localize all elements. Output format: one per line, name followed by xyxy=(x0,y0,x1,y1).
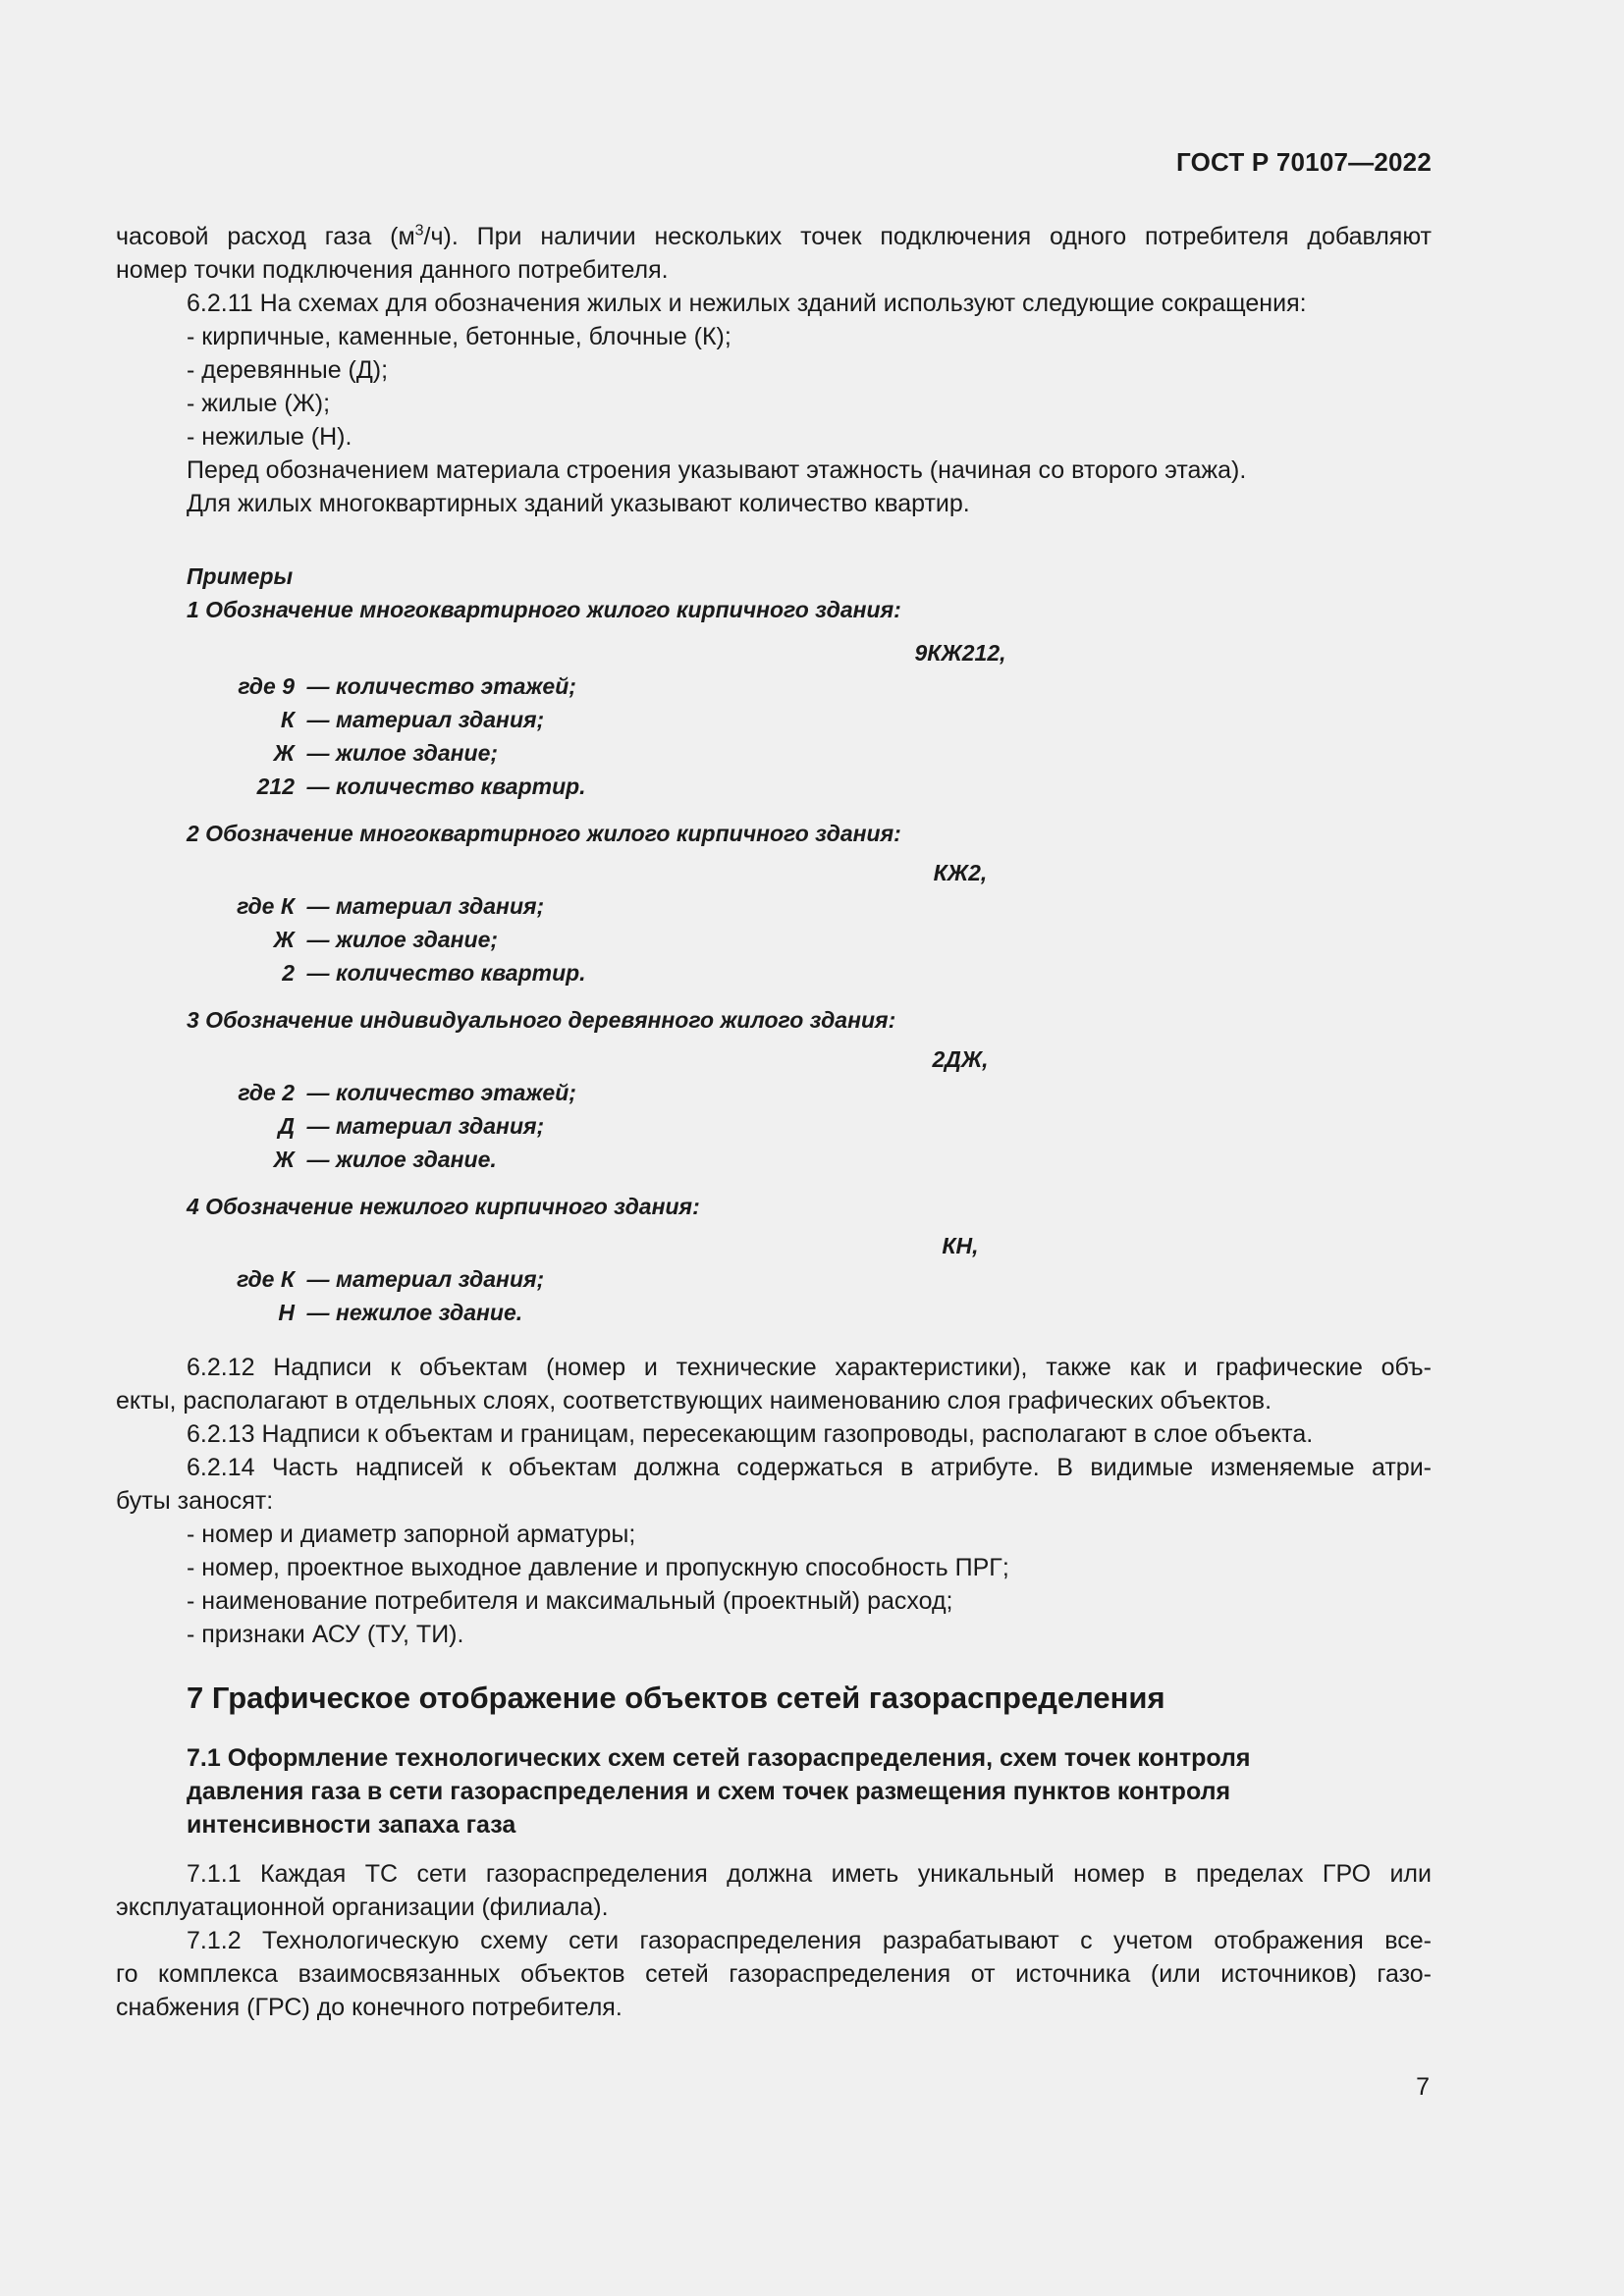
where-row: Н — нежилое здание. xyxy=(278,1300,523,1325)
paragraph-line: часовой расход газа $(м^3/ч)$. При наличии нескольких точек подключения одного потребителя добавляют xyxy=(116,222,1432,250)
section-7-1-heading xyxy=(116,1741,1432,1842)
examples-title: Примеры xyxy=(187,563,294,589)
where-row: где К — материал здания; xyxy=(237,893,545,919)
list-item: - номер, проектное выходное давление и пропускную способность ПРГ; xyxy=(187,1554,1009,1581)
example-formula: КЖ2, xyxy=(933,860,988,885)
example-heading: 2 Обозначение многоквартирного жилого кирпичного здания: xyxy=(187,821,901,846)
example-heading: 4 Обозначение нежилого кирпичного здания: xyxy=(187,1194,700,1219)
example-formula: КН, xyxy=(942,1233,979,1258)
example-heading: 3 Обозначение индивидуального деревянного жилого здания: xyxy=(187,1007,896,1033)
clause-6-2-11: 6.2.11 На схемах для обозначения жилых и нежилых зданий используют следующие сокращения: xyxy=(187,290,1307,317)
paragraph-line: буты заносят: xyxy=(116,1487,274,1515)
list-item: - номер и диаметр запорной арматуры; xyxy=(187,1521,636,1548)
clause-6-2-12: 6.2.12 Надписи к объектам (номер и технические характеристики), также как и графические объ- xyxy=(187,1354,1432,1381)
document-body xyxy=(116,220,1432,2024)
where-row: Ж — жилое здание. xyxy=(273,1147,497,1172)
paragraph-line: екты, располагают в отдельных слоях, соответствующих наименованию слоя графических объектов. xyxy=(116,1387,1272,1415)
page-number: 7 xyxy=(1416,2073,1430,2101)
where-row: Д — материал здания; xyxy=(278,1113,545,1139)
heading-line: интенсивности запаха газа xyxy=(187,1811,516,1839)
list-item: - деревянные (Д); xyxy=(187,356,389,384)
paragraph-line: снабжения (ГРС) до конечного потребителя. xyxy=(116,1994,623,2021)
paragraph-line: го комплекса взаимосвязанных объектов сетей газораспределения от источника (или источников) газо- xyxy=(116,1960,1432,1988)
clause-7-1-1: 7.1.1 Каждая ТС сети газораспределения должна иметь уникальный номер в пределах ГРО или xyxy=(187,1860,1432,1888)
paragraph-line: Перед обозначением материала строения указывают этажность (начиная со второго этажа). xyxy=(187,456,1247,484)
list-item: - кирпичные, каменные, бетонные, блочные (К); xyxy=(187,323,731,350)
clause-6-2-14: 6.2.14 Часть надписей к объектам должна содержаться в атрибуте. В видимые изменяемые атри- xyxy=(187,1454,1432,1481)
examples-block xyxy=(116,560,1432,1329)
where-row: где К — материал здания; xyxy=(237,1266,545,1292)
example-formula: 9КЖ212, xyxy=(914,640,1006,666)
heading-line: давления газа в сети газораспределения и схем точек размещения пунктов контроля xyxy=(187,1778,1231,1805)
paragraph-line: номер точки подключения данного потребителя. xyxy=(116,256,669,284)
where-row: где 9 — количество этажей; xyxy=(238,673,576,699)
where-row: где 2 — количество этажей; xyxy=(238,1080,576,1105)
list-item: - признаки АСУ (ТУ, ТИ). xyxy=(187,1621,464,1648)
where-row: Ж — жилое здание; xyxy=(273,927,499,952)
document-code-header: ГОСТ Р 70107—2022 xyxy=(1176,147,1432,177)
list-item: - нежилые (Н). xyxy=(187,423,352,451)
heading-line: 7.1 Оформление технологических схем сетей газораспределения, схем точек контроля xyxy=(187,1744,1251,1772)
paragraph-line: Для жилых многоквартирных зданий указывают количество квартир. xyxy=(187,490,970,517)
clause-7-1-2: 7.1.2 Технологическую схему сети газораспределения разрабатывают с учетом отображения все- xyxy=(187,1927,1432,1954)
paragraph-line: эксплуатационной организации (филиала). xyxy=(116,1894,609,1921)
where-row: К — материал здания; xyxy=(280,707,545,732)
example-heading: 1 Обозначение многоквартирного жилого кирпичного здания: xyxy=(187,597,901,622)
where-row: 212 — количество квартир. xyxy=(256,774,586,799)
where-row: Ж — жилое здание; xyxy=(273,740,499,766)
section-7-heading: 7 Графическое отображение объектов сетей газораспределения xyxy=(187,1681,1165,1715)
list-item: - наименование потребителя и максимальный (проектный) расход; xyxy=(187,1587,953,1615)
example-formula: 2ДЖ, xyxy=(932,1046,989,1072)
clause-6-2-13: 6.2.13 Надписи к объектам и границам, пересекающим газопроводы, располагают в слое объекта. xyxy=(187,1420,1314,1448)
list-item: - жилые (Ж); xyxy=(187,390,331,417)
where-row: 2 — количество квартир. xyxy=(282,960,586,986)
